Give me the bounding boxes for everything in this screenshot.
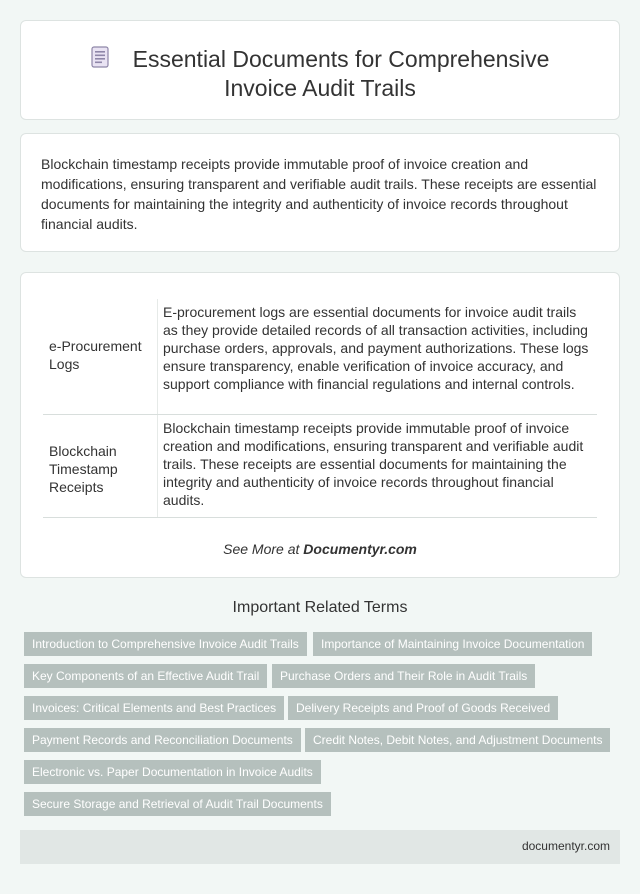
title-line-2: Invoice Audit Trails xyxy=(224,75,416,101)
see-more xyxy=(21,541,619,557)
related-tag[interactable]: Key Components of an Effective Audit Trail xyxy=(24,664,267,688)
description-cell: E-procurement logs are essential documents for invoice audit trails as they provide detailed records of all transaction activities, including purchase orders, approvals, and payment authorizations. These logs ensure transparency, enable verification of invoice accuracy, and support compliance with financial regulations and internal controls. xyxy=(163,304,589,392)
document-icon xyxy=(91,46,111,68)
column-divider xyxy=(157,415,158,517)
see-more-prefix: See More at xyxy=(223,541,304,557)
table-row xyxy=(43,415,597,518)
related-terms-title: Important Related Terms xyxy=(232,599,408,616)
related-tag[interactable]: Credit Notes, Debit Notes, and Adjustment Documents xyxy=(305,728,610,752)
related-tag[interactable]: Purchase Orders and Their Role in Audit Trails xyxy=(272,664,535,688)
term-cell: e-Procurement Logs xyxy=(49,338,142,372)
related-tag[interactable]: Delivery Receipts and Proof of Goods Received xyxy=(288,696,558,720)
footer xyxy=(20,830,620,864)
page-title xyxy=(21,45,619,103)
related-tag[interactable]: Importance of Maintaining Invoice Documentation xyxy=(313,632,592,656)
table-row xyxy=(43,299,597,415)
description-cell: Blockchain timestamp receipts provide immutable proof of invoice creation and modifications, ensuring transparent and verifiable audit trails. These receipts are essential documents for maintaining the integrity and authenticity of invoice records throughout financial audits. xyxy=(163,420,584,508)
title-card xyxy=(20,20,620,120)
related-tag[interactable]: Secure Storage and Retrieval of Audit Trail Documents xyxy=(24,792,331,816)
intro-text: Blockchain timestamp receipts provide immutable proof of invoice creation and modifications, ensuring transparent and verifiable audit trails. These receipts are essential documents for maintaining the integrity and authenticity of invoice records throughout financial audits. xyxy=(41,156,597,232)
intro-card xyxy=(20,133,620,252)
related-tag[interactable]: Electronic vs. Paper Documentation in Invoice Audits xyxy=(24,760,321,784)
related-tag[interactable]: Introduction to Comprehensive Invoice Audit Trails xyxy=(24,632,307,656)
related-tag[interactable]: Invoices: Critical Elements and Best Practices xyxy=(24,696,284,720)
column-divider xyxy=(157,299,158,414)
title-line-1: Essential Documents for Comprehensive xyxy=(132,46,550,72)
terms-table-card xyxy=(20,272,620,578)
term-cell: Blockchain Timestamp Receipts xyxy=(49,443,118,495)
footer-link[interactable]: documentyr.com xyxy=(521,839,610,853)
see-more-link[interactable]: Documentyr.com xyxy=(303,541,417,557)
related-tag[interactable]: Payment Records and Reconciliation Documents xyxy=(24,728,301,752)
